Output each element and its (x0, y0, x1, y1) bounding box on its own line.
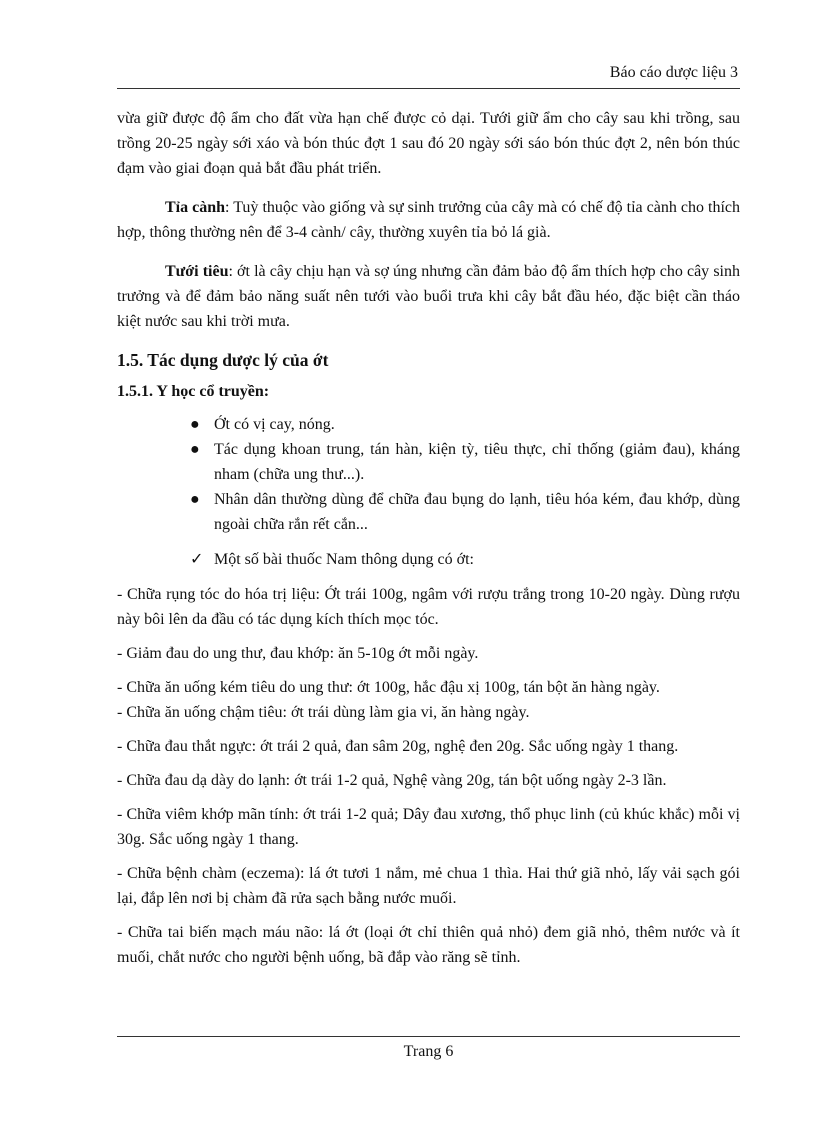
list-item (117, 437, 740, 487)
bullet-icon: ● (190, 416, 200, 433)
page-header (117, 64, 740, 89)
bullet-text: Tác dụng khoan trung, tán hàn, kiện tỳ, tiêu thực, chỉ thống (giảm đau), kháng nham (chữa ung thư...). (214, 441, 740, 483)
remedy-item: - Chữa ăn uống kém tiêu do ung thư: ớt 100g, hắc đậu xị 100g, tán bột ăn hàng ngày. (117, 679, 660, 696)
remedy-item: - Giảm đau do ung thư, đau khớp: ăn 5-10g ớt mỗi ngày. (117, 645, 479, 662)
subsection-heading: 1.5.1. Y học cổ truyền: (117, 383, 270, 400)
remedy-item: - Chữa bệnh chàm (eczema): lá ớt tươi 1 nắm, mẻ chua 1 thìa. Hai thứ giã nhỏ, lấy vải sạch gói lại, đắp lên nơi bị chàm đã rửa sạch bằng nước muối. (117, 865, 740, 907)
remedy-item: - Chữa viêm khớp mãn tính: ớt trái 1-2 quả; Dây đau xương, thổ phục linh (củ khúc khắc) mỗi vị 30g. Sắc uống ngày 1 thang. (117, 806, 740, 848)
watering-term: Tưới tiêu (165, 263, 229, 280)
remedies-heading-text: Một số bài thuốc Nam thông dụng có ớt: (214, 551, 474, 568)
watering-text: : ớt là cây chịu hạn và sợ úng nhưng cần đảm bảo độ ẩm thích hợp cho cây sinh trưởng và để đảm bảo năng suất nên tưới vào buổi trưa khi cây bắt đầu héo, đặc biệt cần tháo kiệt nước sau khi trời mưa. (117, 263, 740, 330)
bullet-text: Ớt có vị cay, nóng. (214, 416, 335, 433)
document-body (117, 106, 740, 970)
bullet-icon: ● (190, 491, 200, 508)
pruning-paragraph (117, 195, 740, 245)
list-item (117, 412, 740, 437)
remedy-item: - Chữa tai biến mạch máu não: lá ớt (loại ớt chỉ thiên quả nhỏ) đem giã nhỏ, thêm nước và ít muối, chắt nước cho người bệnh uống, bã đắp vào răng sẽ tỉnh. (117, 924, 740, 966)
remedy-item: - Chữa rụng tóc do hóa trị liệu: Ớt trái 100g, ngâm với rượu trắng trong 10-20 ngày. Dùng rượu này bôi lên da đầu có tác dụng kích thích mọc tóc. (117, 586, 740, 628)
pruning-text: : Tuỳ thuộc vào giống và sự sinh trưởng của cây mà có chế độ tỉa cành cho thích hợp, thông thường nên để 3-4 cành/ cây, thường xuyên tỉa bỏ lá già. (117, 199, 741, 241)
remedies-heading (117, 547, 740, 572)
page-number: Trang 6 (403, 1043, 454, 1060)
list-item (117, 487, 740, 537)
pruning-term: Tỉa cành (165, 199, 226, 216)
bullet-icon: ● (190, 441, 200, 458)
bullet-list (117, 412, 740, 537)
page-footer (117, 1036, 740, 1061)
remedy-item: - Chữa ăn uống chậm tiêu: ớt trái dùng làm gia vi, ăn hàng ngày. (117, 704, 530, 721)
bullet-text: Nhân dân thường dùng để chữa đau bụng do lạnh, tiêu hóa kém, đau khớp, dùng ngoài chữa rắn rết cắn... (214, 491, 740, 533)
section-heading: 1.5. Tác dụng dược lý của ớt (117, 350, 329, 370)
checkmark-icon: ✓ (190, 551, 204, 568)
remedy-item: - Chữa đau dạ dày do lạnh: ớt trái 1-2 quả, Nghệ vàng 20g, tán bột uống ngày 2-3 lần. (117, 772, 667, 789)
watering-paragraph (117, 259, 740, 334)
remedy-item: - Chữa đau thắt ngực: ớt trái 2 quả, đan sâm 20g, nghệ đen 20g. Sắc uống ngày 1 thang. (117, 738, 679, 755)
intro-paragraph: vừa giữ được độ ẩm cho đất vừa hạn chế được cỏ dại. Tưới giữ ẩm cho cây sau khi trồng, sau trồng 20-25 ngày sới xáo và bón thúc đợt 1 sau đó 20 ngày sới sáo bón thúc đợt 2, nên bón thúc đạm vào giai đoạn quả bắt đầu phát triển. (117, 110, 740, 177)
header-title: Báo cáo dược liệu 3 (609, 64, 738, 81)
